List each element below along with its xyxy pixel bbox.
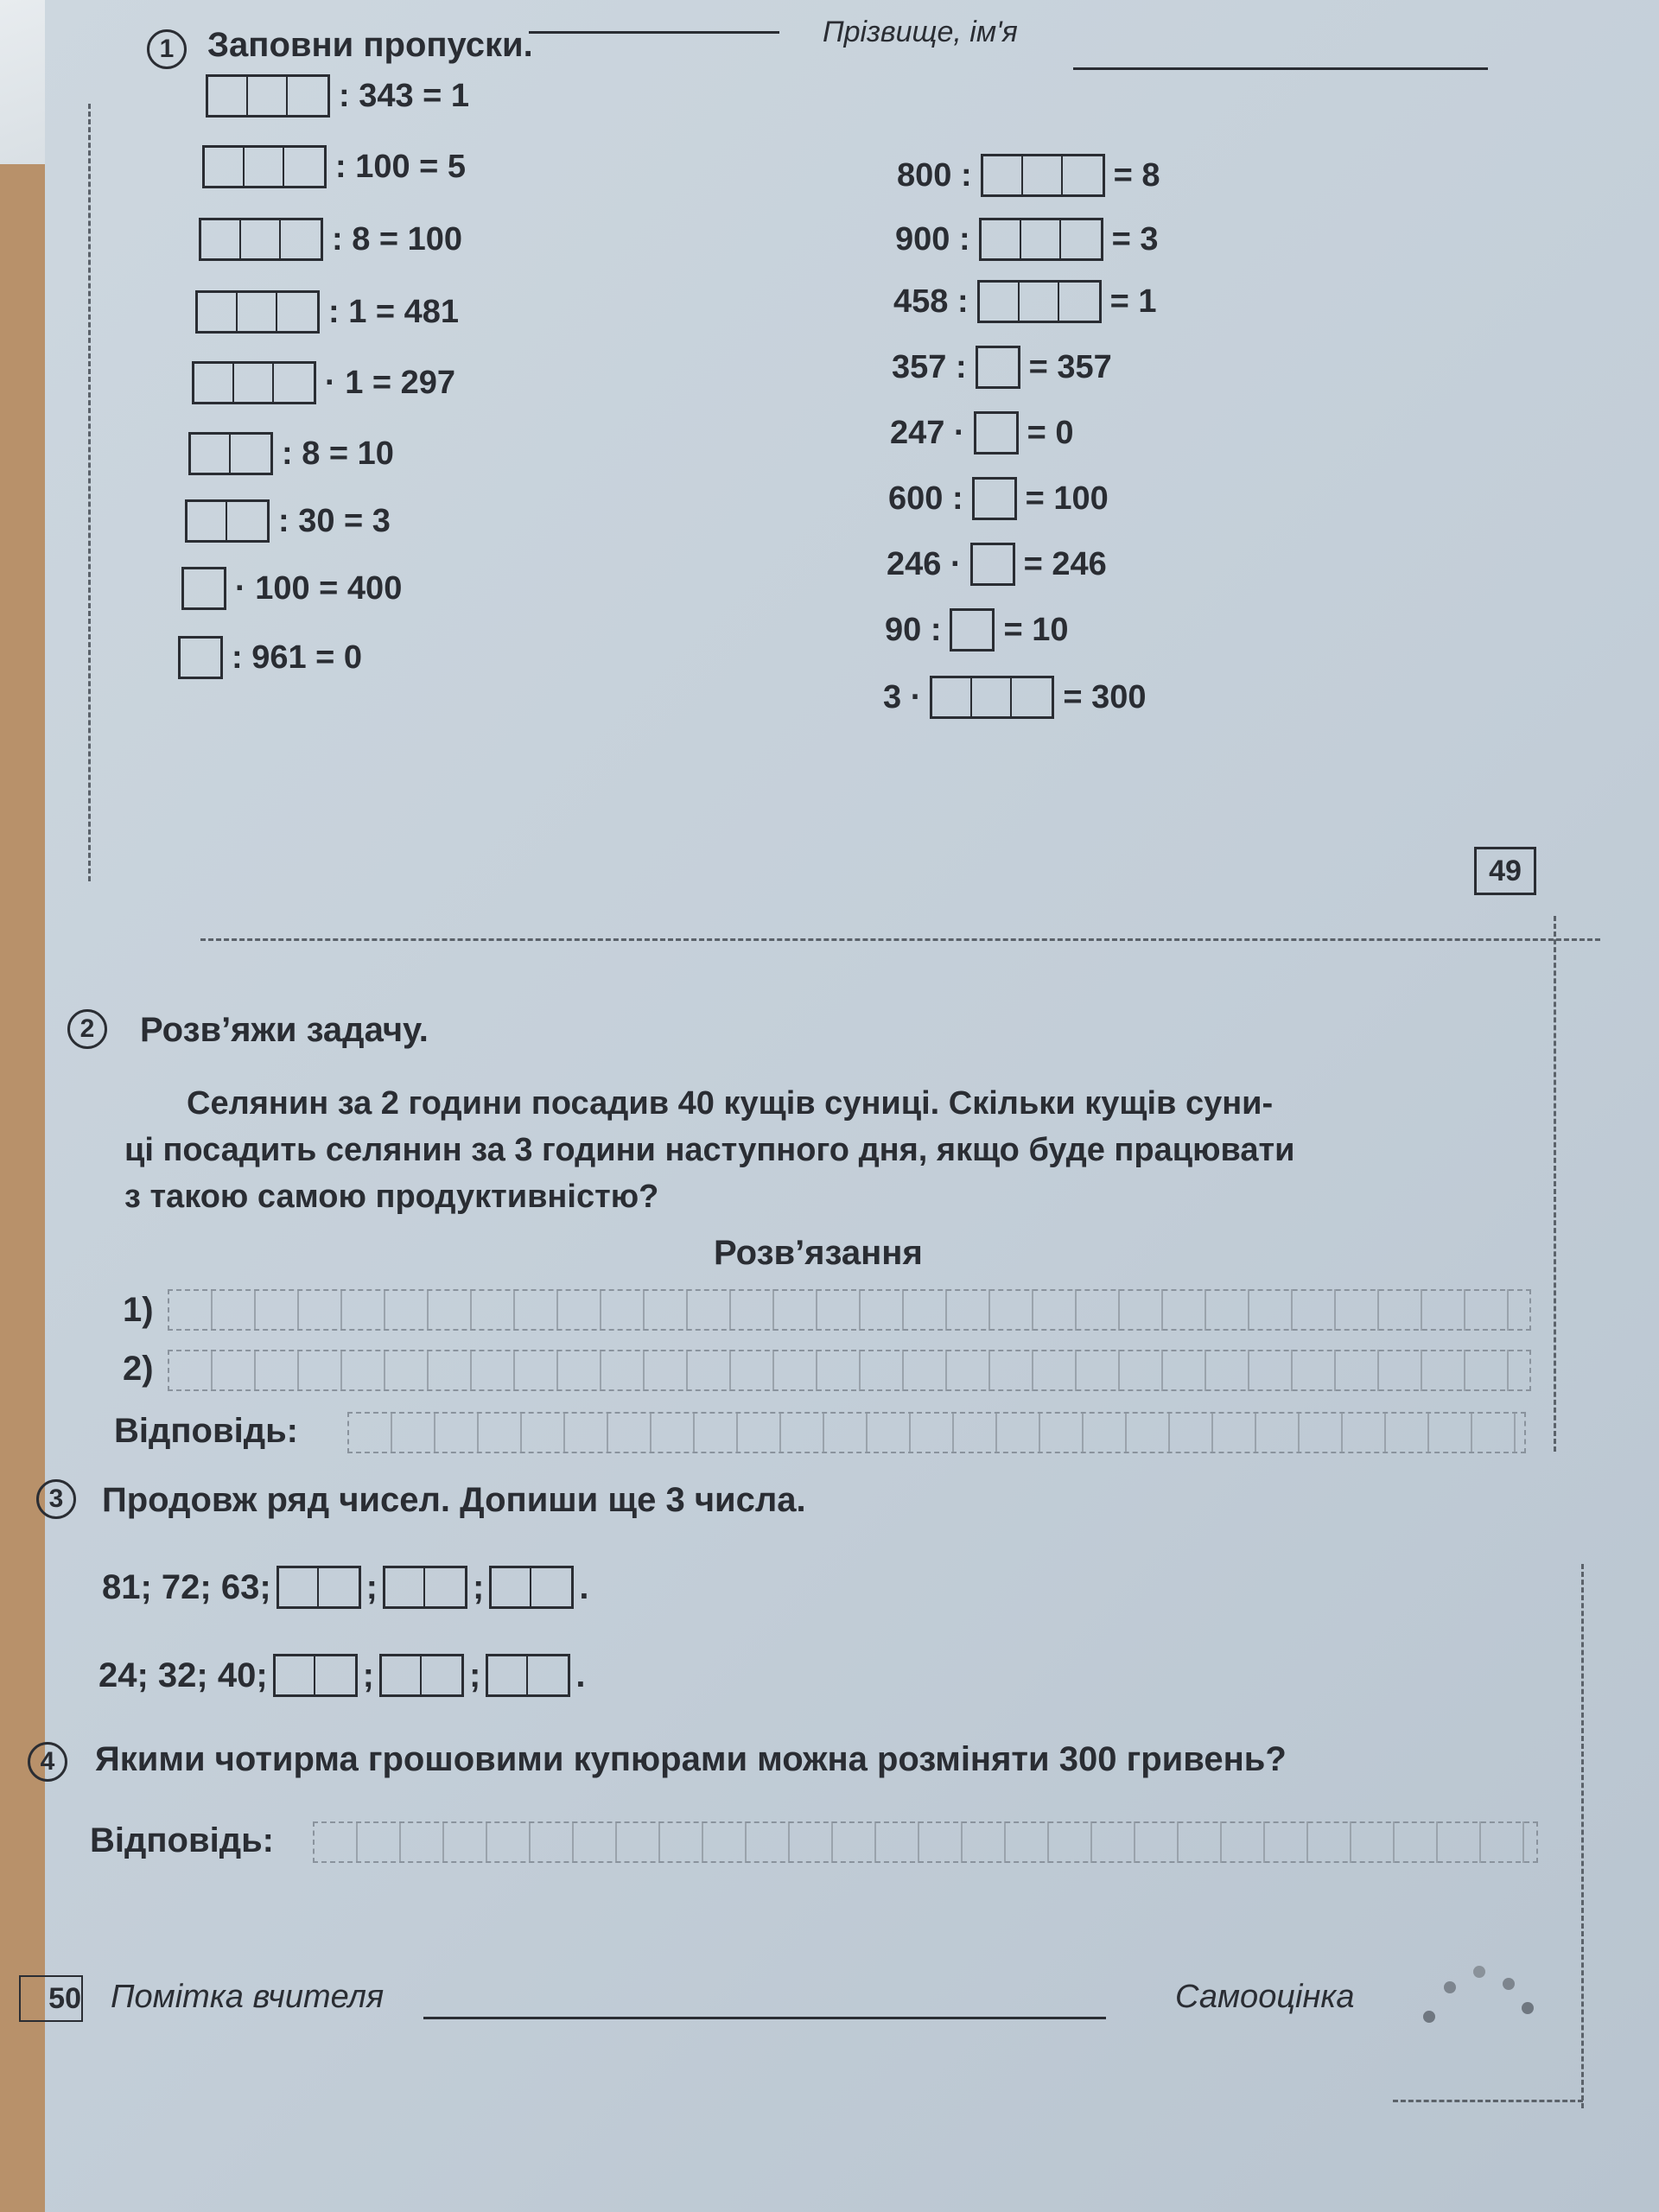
task4-number: 4 bbox=[28, 1742, 67, 1782]
header-line-left bbox=[529, 31, 779, 34]
answer-boxes[interactable] bbox=[979, 218, 1103, 261]
answer-boxes[interactable] bbox=[972, 477, 1017, 520]
sequence1-start: 81; 72; 63; bbox=[102, 1567, 271, 1606]
answer-boxes[interactable] bbox=[192, 361, 316, 404]
answer-boxes[interactable] bbox=[206, 74, 330, 118]
cut-line-left bbox=[88, 104, 91, 881]
worksheet-page bbox=[40, 0, 1659, 2212]
equation-operand: 3 · bbox=[883, 678, 922, 715]
left-equation-6 bbox=[180, 432, 394, 475]
solution-heading: Розв’язання bbox=[714, 1234, 923, 1272]
right-equation-3 bbox=[893, 280, 1157, 323]
answer-boxes[interactable] bbox=[981, 154, 1105, 197]
sequence1-sep-2: ; bbox=[473, 1567, 485, 1606]
equation-result: = 300 bbox=[1063, 678, 1147, 715]
right-equation-9 bbox=[883, 676, 1147, 719]
equation-result: = 3 bbox=[1111, 220, 1159, 257]
sequence-row-1 bbox=[102, 1566, 588, 1609]
left-equation-8 bbox=[173, 567, 402, 610]
left-equation-5 bbox=[183, 361, 455, 404]
sequence2-sep-2: ; bbox=[469, 1656, 481, 1694]
task2-text-line3: з такою самою продуктивністю? bbox=[124, 1179, 659, 1215]
answer-boxes[interactable] bbox=[195, 290, 320, 334]
task4-answer-grid[interactable] bbox=[313, 1821, 1538, 1863]
task1-title: Заповни пропуски. bbox=[207, 26, 533, 64]
sequence2-end: . bbox=[575, 1656, 586, 1694]
equation-operand: 246 · bbox=[887, 545, 962, 582]
task1-number: 1 bbox=[147, 29, 187, 69]
self-assessment-dots[interactable] bbox=[1419, 1953, 1540, 2031]
equation-operand: 247 · bbox=[890, 414, 965, 451]
left-equation-3 bbox=[190, 218, 462, 261]
task2-answer-grid[interactable] bbox=[347, 1412, 1526, 1453]
task2-text-line2: ці посадить селянин за 3 години наступного дня, якщо буде працювати bbox=[124, 1132, 1295, 1168]
answer-boxes[interactable] bbox=[185, 499, 270, 543]
task2-answer-label: Відповідь: bbox=[114, 1412, 298, 1450]
equation-operand: 90 : bbox=[885, 611, 942, 648]
equation-result: : 8 = 100 bbox=[332, 220, 463, 257]
equation-result: = 8 bbox=[1113, 156, 1160, 194]
sequence1-answer-2[interactable] bbox=[383, 1566, 467, 1609]
left-equation-7 bbox=[176, 499, 391, 543]
equation-operand: 900 : bbox=[895, 220, 970, 257]
solution-row1-label: 1) bbox=[123, 1291, 154, 1329]
sequence1-answer-3[interactable] bbox=[489, 1566, 574, 1609]
task3-title: Продовж ряд чисел. Допиши ще 3 числа. bbox=[102, 1481, 806, 1519]
equation-result: · 100 = 400 bbox=[235, 569, 403, 607]
equation-result: · 1 = 297 bbox=[325, 364, 456, 401]
right-equation-2 bbox=[895, 218, 1159, 261]
equation-result: = 1 bbox=[1109, 283, 1157, 320]
equation-result: : 961 = 0 bbox=[232, 639, 363, 676]
equation-result: = 100 bbox=[1025, 480, 1109, 517]
equation-operand: 357 : bbox=[892, 348, 967, 385]
sequence2-answer-1[interactable] bbox=[273, 1654, 358, 1697]
equation-result: = 246 bbox=[1023, 545, 1107, 582]
answer-boxes[interactable] bbox=[178, 636, 223, 679]
equation-operand: 600 : bbox=[888, 480, 963, 517]
sequence-row-2 bbox=[99, 1654, 585, 1697]
task4-answer-label: Відповідь: bbox=[90, 1821, 274, 1859]
page-number-49: 49 bbox=[1474, 847, 1536, 895]
right-equation-8 bbox=[885, 608, 1069, 652]
sequence1-end: . bbox=[579, 1567, 589, 1606]
equation-result: : 100 = 5 bbox=[335, 148, 467, 185]
answer-boxes[interactable] bbox=[974, 411, 1019, 454]
task4-title: Якими чотирма грошовими купюрами можна розміняти 300 гривень? bbox=[95, 1740, 1287, 1778]
task3-number: 3 bbox=[36, 1479, 76, 1519]
rating-dots-icon bbox=[1419, 1953, 1540, 2031]
solution-row1-grid[interactable] bbox=[168, 1289, 1531, 1331]
right-equation-5 bbox=[890, 411, 1074, 454]
answer-boxes[interactable] bbox=[202, 145, 327, 188]
teacher-note-label: Помітка вчителя bbox=[111, 1979, 385, 2015]
sequence2-answer-3[interactable] bbox=[486, 1654, 570, 1697]
left-equation-9 bbox=[169, 636, 362, 679]
equation-result: = 357 bbox=[1028, 348, 1112, 385]
right-equation-6 bbox=[888, 477, 1109, 520]
answer-boxes[interactable] bbox=[181, 567, 226, 610]
task2-title: Розв’яжи задачу. bbox=[140, 1011, 429, 1049]
equation-result: : 1 = 481 bbox=[328, 293, 460, 330]
right-equation-7 bbox=[887, 543, 1107, 586]
equation-operand: 800 : bbox=[897, 156, 972, 194]
right-equation-1 bbox=[897, 154, 1160, 197]
sequence2-sep-1: ; bbox=[362, 1656, 374, 1694]
teacher-note-line[interactable] bbox=[423, 2017, 1106, 2019]
sequence1-answer-1[interactable] bbox=[276, 1566, 361, 1609]
equation-result: : 8 = 10 bbox=[282, 435, 394, 472]
equation-operand: 458 : bbox=[893, 283, 969, 320]
right-equation-4 bbox=[892, 346, 1112, 389]
cut-line-right-upper bbox=[1554, 916, 1556, 1452]
answer-boxes[interactable] bbox=[950, 608, 995, 652]
answer-boxes[interactable] bbox=[977, 280, 1102, 323]
name-field-line[interactable] bbox=[1073, 67, 1488, 70]
equation-result: = 0 bbox=[1027, 414, 1074, 451]
bottom-cut-line bbox=[1393, 2100, 1583, 2102]
answer-boxes[interactable] bbox=[188, 432, 273, 475]
task2-number: 2 bbox=[67, 1009, 107, 1049]
sequence1-sep-1: ; bbox=[365, 1567, 378, 1606]
task2-text-line1: Селянин за 2 години посадив 40 кущів суниці. Скільки кущів суни- bbox=[187, 1085, 1274, 1122]
solution-row2-grid[interactable] bbox=[168, 1350, 1531, 1391]
equation-result: : 30 = 3 bbox=[278, 502, 391, 539]
left-equation-2 bbox=[194, 145, 466, 188]
self-assessment-label: Самооцінка bbox=[1175, 1979, 1355, 2015]
left-equation-4 bbox=[187, 290, 459, 334]
name-label: Прізвище, ім'я bbox=[823, 16, 1018, 48]
answer-boxes[interactable] bbox=[970, 543, 1015, 586]
answer-boxes[interactable] bbox=[976, 346, 1020, 389]
solution-row2-label: 2) bbox=[123, 1350, 154, 1388]
equation-result: : 343 = 1 bbox=[339, 77, 470, 114]
left-equation-1 bbox=[197, 74, 469, 118]
cut-line-right-lower bbox=[1581, 1564, 1584, 2108]
equation-result: = 10 bbox=[1003, 611, 1069, 648]
answer-boxes[interactable] bbox=[930, 676, 1054, 719]
section-divider bbox=[200, 938, 1600, 941]
answer-boxes[interactable] bbox=[199, 218, 323, 261]
page-number-50: 50 bbox=[19, 1975, 83, 2022]
sequence2-answer-2[interactable] bbox=[379, 1654, 464, 1697]
sequence2-start: 24; 32; 40; bbox=[99, 1656, 268, 1694]
